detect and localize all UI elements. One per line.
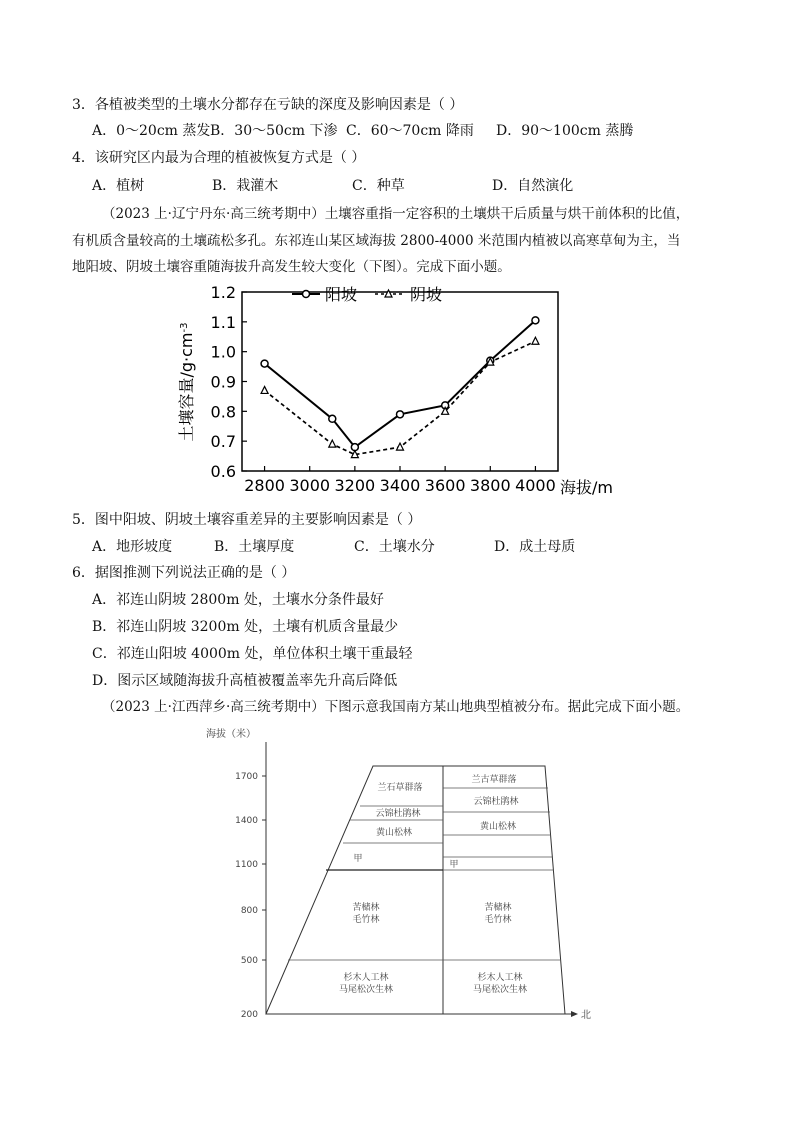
y-tick-label: 1.1 (210, 312, 236, 332)
x-tick-label: 3400 (379, 476, 421, 495)
y-tick-label: 0.6 (210, 462, 236, 481)
q4-option-a[interactable]: A．植树 (92, 178, 145, 194)
q5-option-b[interactable]: B．土壤厚度 (214, 539, 295, 555)
data-point-yin (261, 386, 268, 393)
q3-option-b[interactable]: B．30～50cm 下渗 (210, 123, 338, 139)
question-4-options (92, 176, 732, 196)
x-tick-label: 3800 (469, 476, 511, 495)
x-tick-label: 4000 (515, 476, 556, 495)
data-point-yang (532, 317, 539, 324)
right-zone-fir-pine: 杉木人工林马尾松次生林 (472, 973, 528, 995)
diagram-ytick-1700: 1700 (235, 772, 258, 782)
y-tick-label: 1.2 (210, 283, 236, 302)
left-zone-huangshan-pine: 黄山松林 (375, 828, 413, 838)
right-zone-huangshan-pine: 黄山松林 (479, 822, 517, 832)
series-line-yang (265, 320, 536, 447)
q3-option-d[interactable]: D．90～100cm 蒸腾 (496, 123, 634, 139)
data-point-yang (329, 415, 336, 422)
question-4-stem: 4．该研究区内最为合理的植被恢复方式是（ ） (72, 150, 366, 166)
x-tick-label: 3600 (424, 476, 466, 495)
diagram-ytick-500: 500 (240, 956, 258, 966)
y-tick-label: 0.8 (210, 402, 236, 422)
passage-1-line-2: 有机质含量较高的土壤疏松多孔。东祁连山某区域海拔 2800-4000 米范围内植被以高寒草甸为主，当 (72, 233, 681, 249)
left-zone-castanopsis-bamboo: 苦槠林毛竹林 (352, 903, 380, 925)
left-zone-fir-pine: 杉木人工林马尾松次生林 (338, 973, 394, 995)
x-tick-label: 3000 (289, 476, 331, 495)
passage-1-line-3: 地阳坡、阴坡土壤容重随海拔升高发生较大变化（下图）。完成下面小题。 (72, 259, 511, 275)
right-zone-jia: 甲 (449, 860, 459, 870)
right-zone-alpine-meadow: 兰古草群落 (471, 775, 517, 785)
data-point-yang (261, 360, 268, 367)
diagram-ytick-200: 200 (240, 1010, 258, 1020)
q4-option-d[interactable]: D．自然演化 (492, 178, 574, 194)
q6-option-b[interactable]: B．祁连山阴坡 3200m 处，土壤有机质含量最少 (92, 619, 399, 635)
question-5-stem: 5．图中阳坡、阴坡土壤容重差异的主要影响因素是（ ） (72, 512, 422, 528)
question-3-stem: 3．各植被类型的土壤水分都存在亏缺的深度及影响因素是（ ） (72, 97, 464, 113)
x-axis-label: 海拔/m (560, 478, 613, 497)
x-tick-label: 3200 (334, 476, 376, 495)
data-point-yang (397, 411, 404, 418)
legend-label-yin: 阴坡 (410, 285, 443, 304)
left-zone-rhododendron: 云锦杜鹃林 (375, 809, 421, 819)
legend (292, 285, 442, 304)
right-zone-castanopsis-bamboo: 苦槠林毛竹林 (484, 903, 512, 925)
q6-option-a[interactable]: A．祁连山阴坡 2800m 处，土壤水分条件最好 (92, 592, 384, 608)
data-point-yin (532, 337, 539, 344)
diagram-y-axis-label: 海拔（米） (206, 729, 256, 740)
legend-label-yang: 阳坡 (325, 285, 358, 304)
soil-bulk-density-chart (170, 280, 640, 505)
q5-option-a[interactable]: A．地形坡度 (92, 539, 173, 555)
q4-option-b[interactable]: B．栽灌木 (212, 178, 279, 194)
q3-option-c[interactable]: C．60～70cm 降雨 (346, 123, 474, 139)
left-zone-jia: 甲 (353, 854, 363, 864)
right-zone-rhododendron: 云锦杜鹃林 (473, 797, 519, 807)
y-tick-label: 1.0 (210, 342, 236, 362)
series-layer (261, 317, 539, 458)
q6-option-d[interactable]: D．图示区域随海拔升高植被覆盖率先升高后降低 (92, 673, 398, 689)
question-3-options (92, 121, 732, 141)
diagram-ytick-1100: 1100 (235, 860, 258, 870)
q6-option-c[interactable]: C．祁连山阳坡 4000m 处，单位体积土壤干重最轻 (92, 646, 413, 662)
question-6-stem: 6．据图推测下列说法正确的是（ ） (72, 565, 296, 581)
q4-option-c[interactable]: C．种草 (352, 178, 405, 194)
y-tick-label: 0.9 (210, 372, 236, 392)
vegetation-distribution-diagram (200, 722, 610, 1032)
north-label: 北 (581, 1010, 591, 1021)
q3-option-a[interactable]: A．0～20cm 蒸发 (92, 123, 211, 139)
q5-option-d[interactable]: D．成土母质 (494, 539, 576, 555)
left-zone-alpine-meadow: 兰石草群落 (377, 783, 423, 793)
y-tick-label: 0.7 (210, 432, 236, 452)
diagram-ytick-800: 800 (240, 906, 258, 916)
data-point-yin (397, 443, 404, 450)
passage-1-line-1: （2023 上·辽宁丹东·高三统考期中）土壤容重指一定容积的土壤烘干后质量与烘干前体积的比值， (102, 206, 690, 222)
q5-option-c[interactable]: C．土壤水分 (354, 539, 435, 555)
x-tick-label: 2800 (244, 476, 285, 495)
diagram-y-ticks (235, 772, 266, 1020)
passage-2-line-1: （2023 上·江西萍乡·高三统考期中）下图示意我国南方某山地典型植被分布。据此完成下面小题。 (102, 699, 690, 715)
diagram-ytick-1400: 1400 (235, 816, 258, 826)
data-point-yin (329, 440, 336, 447)
y-axis-label: 土壤容量$/g\cdot cm^{-3}$ (177, 322, 196, 442)
question-5-options (92, 537, 732, 557)
